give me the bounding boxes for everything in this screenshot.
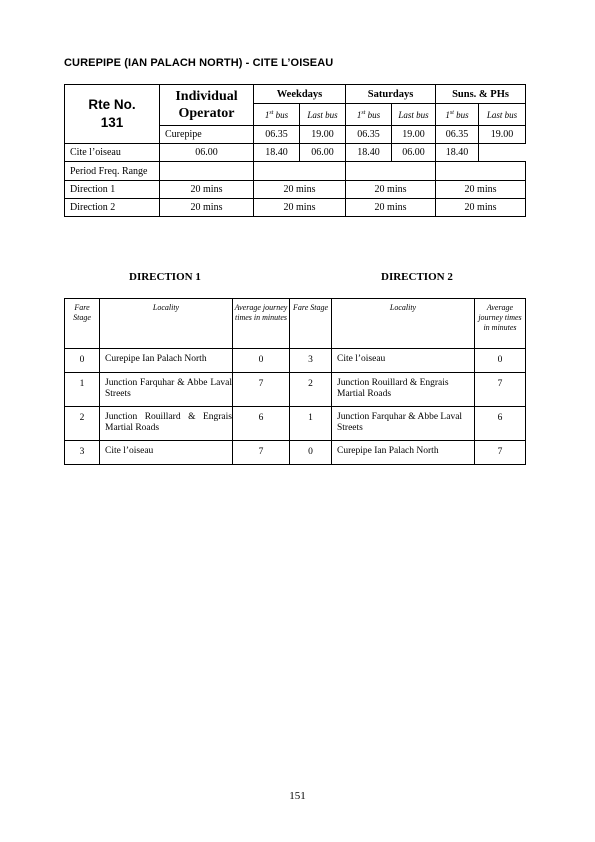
journey-time: 7 bbox=[475, 441, 526, 465]
period-label: Period Freq. Range bbox=[65, 162, 160, 181]
locality: Junction Rouillard & Engrais Martial Roads bbox=[100, 407, 233, 441]
fare-header-avg-time: Average journey times in minutes bbox=[475, 299, 526, 349]
timetable-time: 18.40 bbox=[436, 144, 479, 162]
last-bus-header: Last bus bbox=[479, 104, 526, 126]
first-bus-num: 1 bbox=[356, 109, 362, 120]
frequency-direction-label: Direction 2 bbox=[65, 199, 160, 217]
fare-stage: 2 bbox=[290, 373, 332, 407]
period-empty-cell bbox=[160, 162, 254, 181]
fare-header-avg-time: Average journey times in minutes bbox=[233, 299, 290, 349]
fare-header-fare-stage: Fare Stage bbox=[290, 299, 332, 349]
timetable-time: 18.40 bbox=[346, 144, 392, 162]
fare-header-fare-stage: Fare Stage bbox=[65, 299, 100, 349]
sundays-header: Suns. & PHs bbox=[436, 85, 526, 104]
first-bus-text: bus bbox=[453, 109, 469, 120]
fare-stage: 3 bbox=[290, 349, 332, 373]
weekdays-header: Weekdays bbox=[254, 85, 346, 104]
frequency-value: 20 mins bbox=[436, 181, 526, 199]
timetable-time: 18.40 bbox=[254, 144, 300, 162]
journey-time: 7 bbox=[475, 373, 526, 407]
fare-header-locality: Locality bbox=[100, 299, 233, 349]
first-bus-num: 1 bbox=[264, 109, 270, 120]
saturdays-header: Saturdays bbox=[346, 85, 436, 104]
route-number: 131 bbox=[100, 115, 124, 130]
journey-time: 6 bbox=[233, 407, 290, 441]
period-empty-cell bbox=[436, 162, 526, 181]
first-bus-text: bus bbox=[365, 109, 381, 120]
timetable bbox=[64, 84, 526, 217]
fare-stage: 1 bbox=[65, 373, 100, 407]
period-empty-cell bbox=[254, 162, 346, 181]
locality: Curepipe Ian Palach North bbox=[332, 441, 475, 465]
timetable-time: 06.35 bbox=[254, 126, 300, 144]
timetable-time: 06.00 bbox=[392, 144, 436, 162]
first-bus-header bbox=[346, 104, 392, 126]
locality: Junction Farquhar & Abbe Laval Streets bbox=[100, 373, 233, 407]
last-bus-header: Last bus bbox=[392, 104, 436, 126]
last-bus-header: Last bus bbox=[300, 104, 346, 126]
timetable-time: 06.35 bbox=[346, 126, 392, 144]
locality: Curepipe Ian Palach North bbox=[100, 349, 233, 373]
fare-stage: 3 bbox=[65, 441, 100, 465]
fare-header-locality: Locality bbox=[332, 299, 475, 349]
fare-stage-table bbox=[64, 298, 526, 465]
timetable-time: 06.00 bbox=[160, 144, 254, 162]
journey-time: 0 bbox=[475, 349, 526, 373]
timetable-time: 19.00 bbox=[479, 126, 526, 144]
first-bus-num: 1 bbox=[445, 109, 450, 120]
fare-stage: 2 bbox=[65, 407, 100, 441]
journey-time: 0 bbox=[233, 349, 290, 373]
page-number: 151 bbox=[289, 790, 306, 802]
journey-time: 7 bbox=[233, 373, 290, 407]
locality: Cite l’oiseau bbox=[332, 349, 475, 373]
timetable-place: Cite l’oiseau bbox=[65, 144, 160, 162]
fare-stage: 1 bbox=[290, 407, 332, 441]
journey-time: 7 bbox=[233, 441, 290, 465]
frequency-value: 20 mins bbox=[346, 199, 436, 217]
first-bus-header bbox=[254, 104, 300, 126]
timetable-time: 19.00 bbox=[392, 126, 436, 144]
first-bus-sup: st bbox=[361, 109, 366, 116]
frequency-value: 20 mins bbox=[254, 199, 346, 217]
route-label: Rte No. bbox=[88, 97, 136, 112]
operator-header bbox=[160, 85, 254, 126]
fare-stage: 0 bbox=[290, 441, 332, 465]
period-empty-cell bbox=[346, 162, 436, 181]
fare-row bbox=[65, 441, 526, 465]
timetable-time: 06.35 bbox=[436, 126, 479, 144]
frequency-value: 20 mins bbox=[436, 199, 526, 217]
frequency-value: 20 mins bbox=[160, 199, 254, 217]
fare-stage: 0 bbox=[65, 349, 100, 373]
locality: Junction Rouillard & Engrais Martial Roads bbox=[332, 373, 475, 407]
first-bus-sup: st bbox=[269, 109, 274, 116]
locality: Cite l’oiseau bbox=[100, 441, 233, 465]
timetable-place: Curepipe bbox=[160, 126, 254, 144]
fare-row bbox=[65, 407, 526, 441]
first-bus-text: bus bbox=[273, 109, 289, 120]
fare-row bbox=[65, 373, 526, 407]
operator-header-text: Individual Operator bbox=[175, 89, 238, 121]
frequency-value: 20 mins bbox=[346, 181, 436, 199]
page-title: CUREPIPE (IAN PALACH NORTH) - CITE L’OISEAU bbox=[64, 57, 334, 69]
first-bus-header bbox=[436, 104, 479, 126]
frequency-direction-label: Direction 1 bbox=[65, 181, 160, 199]
direction-2-heading: DIRECTION 2 bbox=[381, 271, 453, 283]
first-bus-sup: st bbox=[449, 109, 454, 116]
direction-1-heading: DIRECTION 1 bbox=[129, 271, 201, 283]
journey-time: 6 bbox=[475, 407, 526, 441]
timetable-time: 06.00 bbox=[300, 144, 346, 162]
frequency-value: 20 mins bbox=[160, 181, 254, 199]
timetable-time: 19.00 bbox=[300, 126, 346, 144]
route-number-cell bbox=[65, 85, 160, 144]
fare-row bbox=[65, 349, 526, 373]
locality: Junction Farquhar & Abbe Laval Streets bbox=[332, 407, 475, 441]
frequency-value: 20 mins bbox=[254, 181, 346, 199]
